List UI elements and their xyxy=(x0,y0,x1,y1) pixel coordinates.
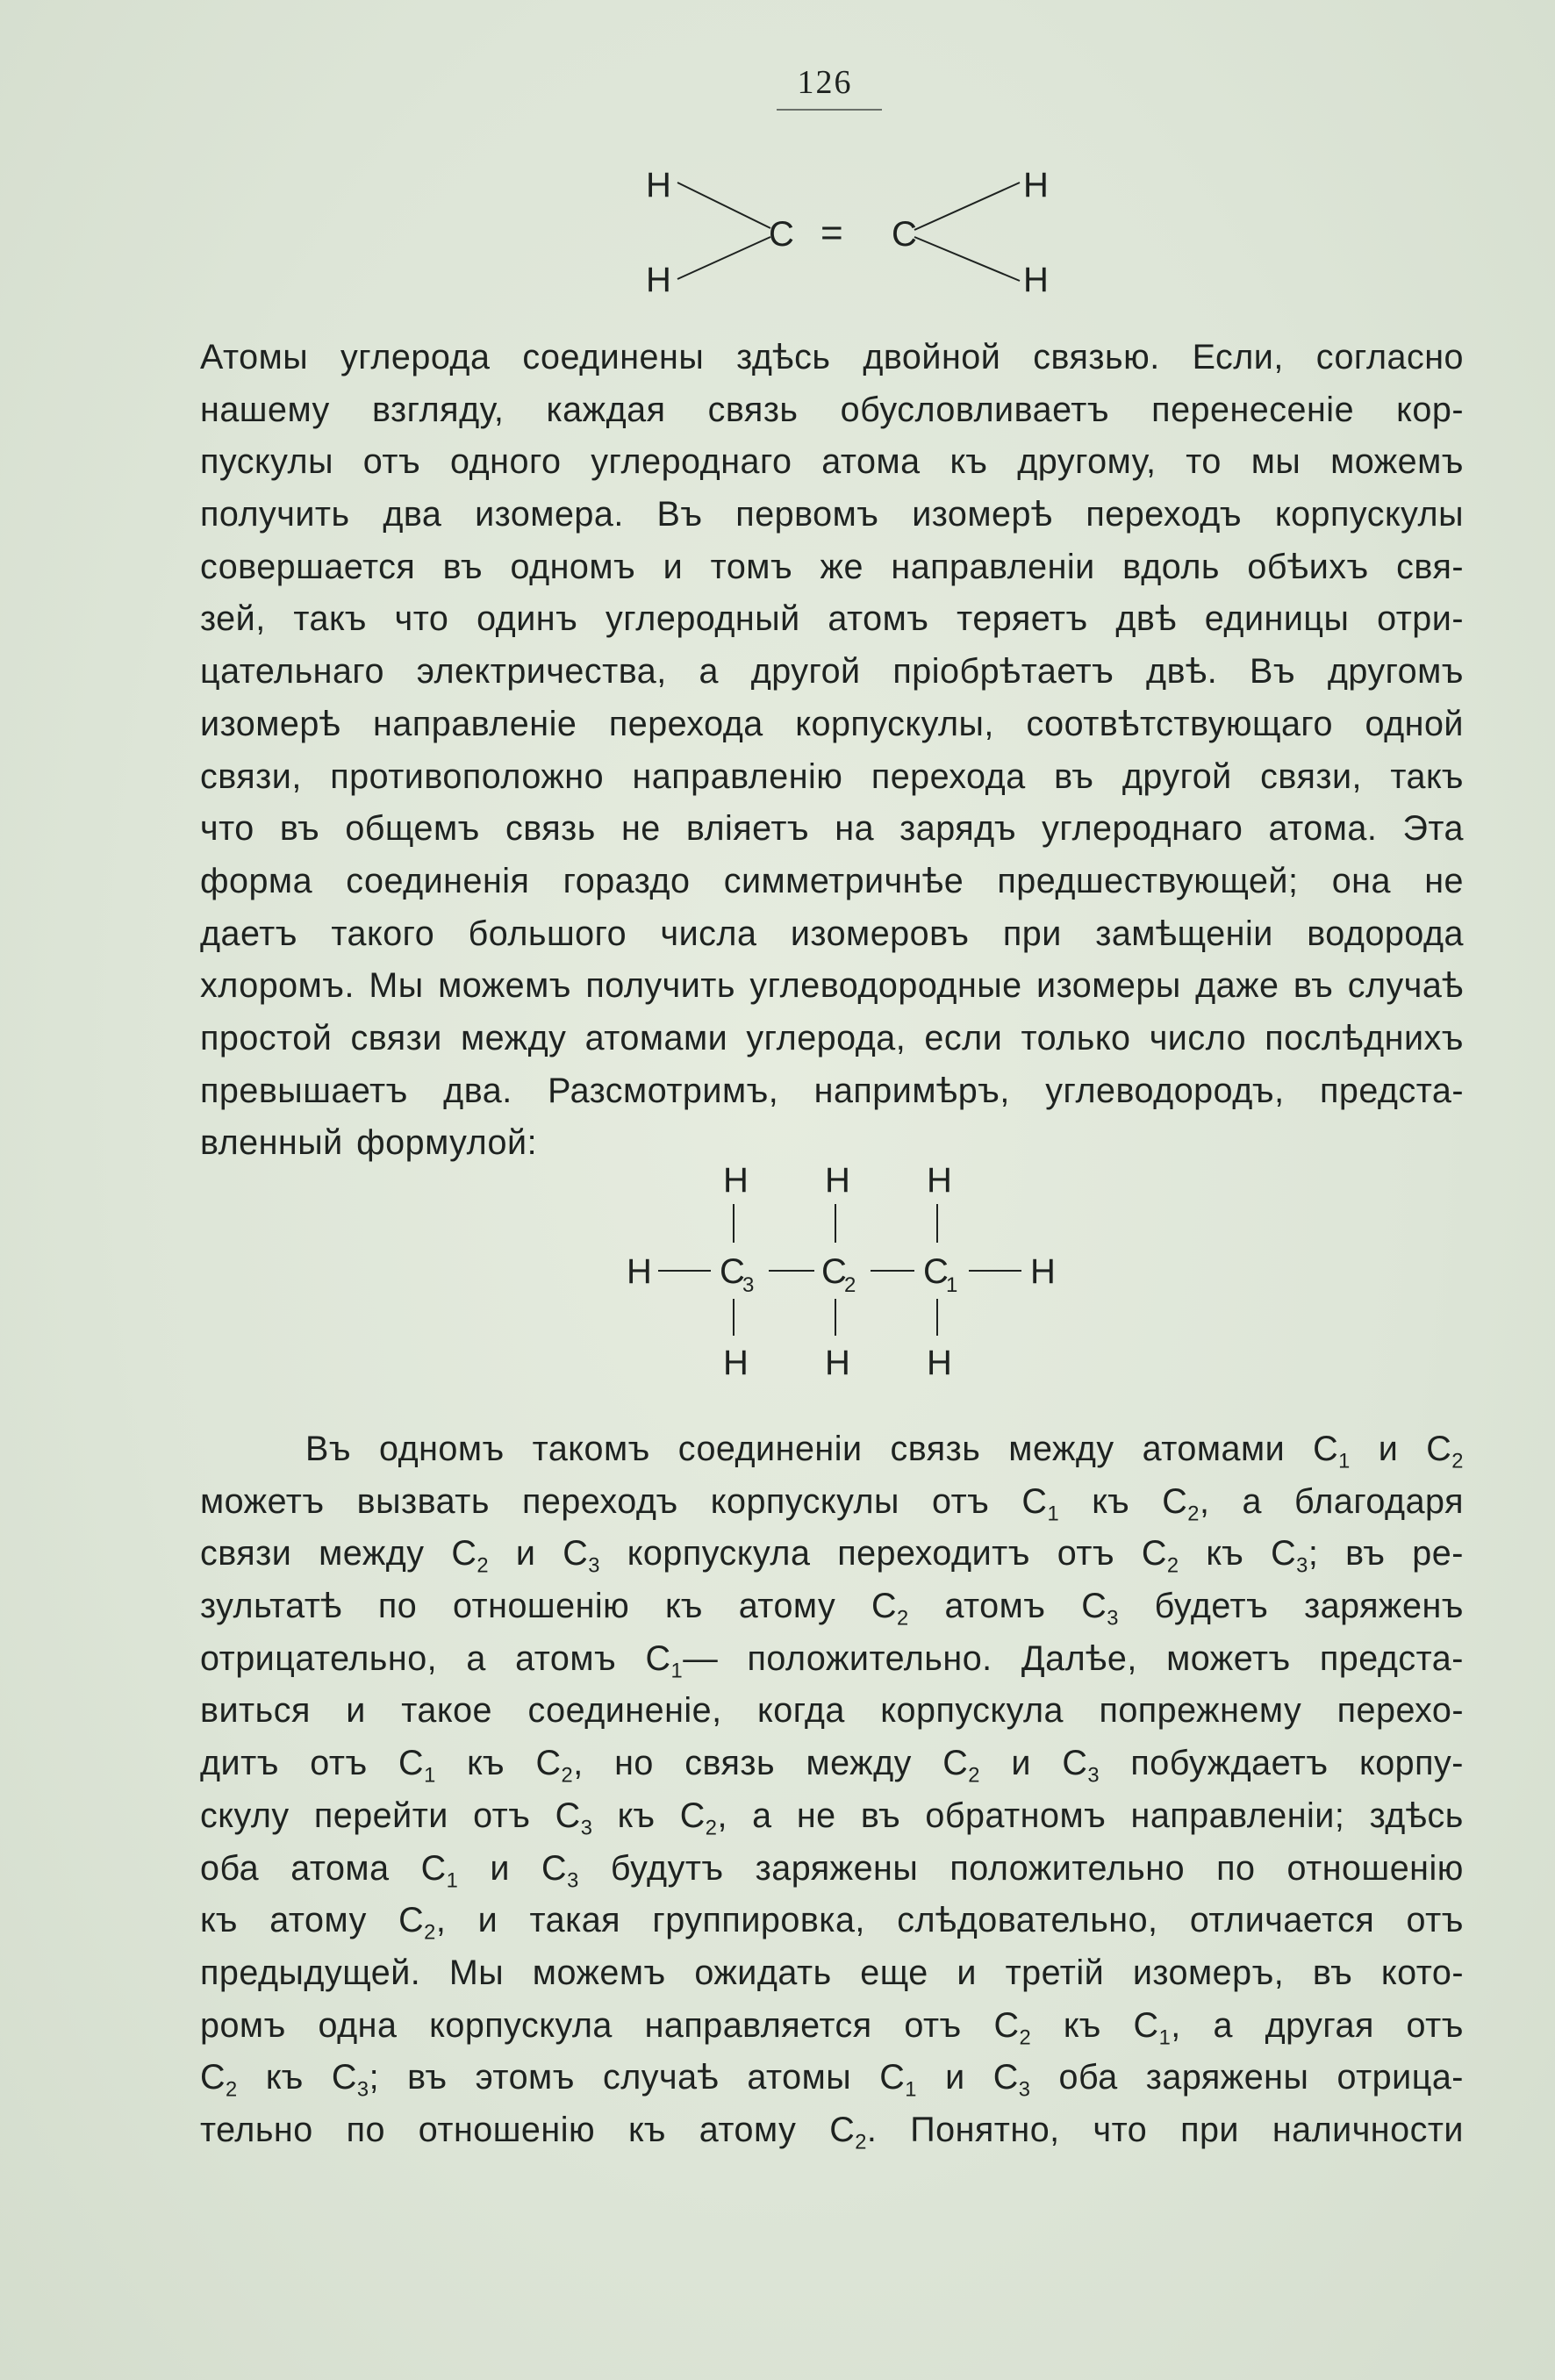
word: къ xyxy=(265,2058,304,2097)
word: связь xyxy=(890,1430,981,1468)
word: одномъ xyxy=(378,1430,505,1468)
word: скулу xyxy=(200,1796,290,1835)
subscript: 2 xyxy=(226,2078,238,2102)
word: такомъ xyxy=(532,1430,650,1468)
word: заряжены xyxy=(755,1848,919,1888)
word: но xyxy=(614,1744,654,1783)
subscript: 3 xyxy=(567,1868,579,1892)
word: корпу- xyxy=(1358,1744,1464,1783)
word: $C_3$; xyxy=(1271,1534,1319,1578)
word: зультатѣ xyxy=(200,1587,343,1626)
atom-h: H xyxy=(646,166,671,204)
word: и xyxy=(490,1848,510,1888)
word: еще xyxy=(860,1953,928,1992)
atom-h: H xyxy=(927,1161,952,1200)
word: $C_1$ xyxy=(420,1848,459,1892)
atom-h: H xyxy=(825,1344,850,1382)
word: въ xyxy=(1345,1534,1386,1574)
word: въ xyxy=(1312,1953,1353,1992)
word: корпускула xyxy=(429,2005,613,2045)
word: корпускулы xyxy=(710,1481,899,1521)
word: когда xyxy=(757,1691,845,1731)
text-line: даетъ такого большого числа изомеровъ при замѣщеніи водорода xyxy=(200,914,1464,953)
word: виться xyxy=(200,1691,311,1731)
subscript: 2 xyxy=(705,1817,718,1840)
word: атомъ xyxy=(944,1587,1046,1626)
word: дитъ xyxy=(200,1744,279,1783)
word: будутъ xyxy=(610,1848,724,1888)
word: $C_2$ xyxy=(200,2058,238,2102)
word: положительно xyxy=(949,1848,1186,1888)
text-line: вленный формулой: xyxy=(200,1123,538,1163)
word: оба xyxy=(1058,2058,1118,2097)
word: Въ xyxy=(305,1430,352,1468)
word: направляется xyxy=(644,2005,872,2045)
word: предыдущей. xyxy=(200,1953,421,1992)
text-line: простой связи между атомами углерода, если только число послѣднихъ xyxy=(200,1018,1464,1057)
word: $C_3$ xyxy=(1062,1744,1100,1788)
word: $C_1$ xyxy=(1313,1430,1351,1473)
word: отъ xyxy=(1406,2005,1464,2045)
subscript: 3 xyxy=(356,2078,369,2102)
word: случаѣ xyxy=(602,2058,720,2097)
word: ре- xyxy=(1412,1534,1464,1574)
atom-h: H xyxy=(723,1161,749,1200)
word: и xyxy=(346,1691,366,1731)
word: положительно. xyxy=(747,1638,992,1678)
word: отъ xyxy=(1406,1901,1464,1940)
word: $C_3$ xyxy=(563,1534,600,1578)
word: къ xyxy=(1092,1481,1130,1521)
subscript: 1 xyxy=(905,2078,917,2102)
bond-line xyxy=(677,237,770,279)
subscript-2: 2 xyxy=(844,1273,856,1297)
subscript: 1 xyxy=(1158,2025,1172,2049)
word: изомеръ, xyxy=(1132,1953,1285,1992)
word: $C_2$ xyxy=(993,2005,1032,2049)
word: и xyxy=(945,2058,965,2097)
word: корпускула xyxy=(880,1691,1064,1731)
subscript: 1 xyxy=(424,1764,436,1788)
paragraph-1 xyxy=(200,332,1464,1170)
word: $C_3$ xyxy=(541,1848,579,1892)
word: къ xyxy=(467,1744,505,1783)
text-line xyxy=(200,1947,1464,2000)
word: $C_1$ xyxy=(398,1744,436,1788)
subscript: 3 xyxy=(1296,1554,1308,1578)
subscript: 1 xyxy=(670,1660,684,1683)
word: между xyxy=(319,1534,425,1574)
atom-h: H xyxy=(646,261,671,299)
word: и xyxy=(477,1901,498,1940)
word: $C_2$ xyxy=(942,1744,980,1788)
word: $C_1—$ xyxy=(645,1638,719,1683)
word: тельно xyxy=(200,2110,313,2149)
text-line: форма соединенія гораздо симметричнѣе предшествующей; она не xyxy=(200,861,1464,900)
word: $C_2$, xyxy=(1162,1481,1210,1525)
propane-formula xyxy=(614,1155,1088,1392)
word: перейти xyxy=(313,1796,448,1835)
word: переходитъ xyxy=(837,1534,1030,1574)
paragraph-2 xyxy=(200,1423,1464,2157)
word: слѣдовательно, xyxy=(897,1901,1158,1940)
atom-c: C xyxy=(892,215,917,254)
word: одна xyxy=(318,2005,398,2045)
word: отрицательно, xyxy=(200,1638,438,1678)
atom-h: H xyxy=(825,1161,850,1200)
word: атомъ xyxy=(515,1638,617,1678)
subscript: 2 xyxy=(897,1607,909,1631)
word: а xyxy=(466,1638,486,1678)
word: будетъ xyxy=(1154,1587,1269,1626)
word: и xyxy=(1378,1430,1399,1468)
word: оба xyxy=(200,1848,260,1888)
atom-h: H xyxy=(1023,261,1049,299)
word: атому xyxy=(269,1901,367,1940)
word: къ xyxy=(627,2110,666,2149)
atom-c3: C xyxy=(720,1252,745,1291)
atom-c2: C xyxy=(821,1252,847,1291)
text-line: зей, такъ что одинъ углеродный атомъ теряетъ двѣ единицы отри- xyxy=(200,599,1464,639)
word: заряжены xyxy=(1145,2058,1309,2097)
word: отрица- xyxy=(1336,2058,1464,2097)
bond-line xyxy=(914,237,1020,281)
word: $C_2$ xyxy=(1141,1534,1179,1578)
word: атомы xyxy=(747,2058,852,2097)
word: а xyxy=(1242,1481,1262,1521)
text-line: изомерѣ направленіе перехода корпускулы, соотвѣтствующаго одной xyxy=(200,704,1464,743)
text-line xyxy=(200,1685,1464,1738)
subscript: 2 xyxy=(1166,1554,1179,1578)
word: къ xyxy=(1063,2005,1101,2045)
text-line xyxy=(200,2052,1464,2104)
word: $C_3$ xyxy=(992,2058,1031,2102)
word: заряженъ xyxy=(1304,1587,1464,1626)
word: Далѣе, xyxy=(1021,1638,1137,1678)
word: и xyxy=(957,1953,977,1992)
word: соединеніе, xyxy=(527,1691,722,1731)
word: а xyxy=(1213,2005,1233,2045)
subscript-1: 1 xyxy=(946,1273,958,1297)
subscript-3: 3 xyxy=(742,1273,755,1297)
word: въ xyxy=(860,1796,901,1835)
text-line: цательнаго электричества, а другой пріобрѣтаетъ двѣ. Въ другомъ xyxy=(200,652,1464,692)
word: не xyxy=(796,1796,836,1835)
word: связь xyxy=(684,1744,776,1783)
word: группировка, xyxy=(652,1901,865,1940)
word: попрежнему xyxy=(1099,1691,1302,1731)
subscript: 2 xyxy=(1019,2025,1032,2049)
page-number: 126 xyxy=(797,64,853,101)
word: при xyxy=(1180,2110,1239,2149)
subscript: 1 xyxy=(1338,1450,1351,1473)
word: отъ xyxy=(931,1481,990,1521)
text-line xyxy=(200,1423,1464,1476)
word: атому xyxy=(738,1587,836,1626)
word: отъ xyxy=(310,1744,368,1783)
word: можетъ xyxy=(200,1481,325,1521)
text-line: хлоромъ. Мы можемъ получить углеводородные изомеры даже въ случаѣ xyxy=(200,966,1464,1006)
text-line: связи, противоположно направленію перехода въ другой связи, такъ xyxy=(200,756,1464,796)
atom-h: H xyxy=(627,1252,652,1291)
word: отношенію xyxy=(452,1587,630,1626)
word: переходъ xyxy=(521,1481,678,1521)
text-line xyxy=(200,1476,1464,1529)
text-line: превышаетъ два. Разсмотримъ, напримѣръ, углеводородъ, предста- xyxy=(200,1071,1464,1110)
word: по xyxy=(377,1587,418,1626)
word: $C_2$, xyxy=(535,1744,584,1788)
subscript: 2 xyxy=(968,1764,980,1788)
word: $C_1$ xyxy=(879,2058,917,2102)
double-bond: = xyxy=(820,211,843,254)
text-line xyxy=(200,1528,1464,1581)
text-line: получить два изомера. Въ первомъ изомерѣ переходъ корпускулы xyxy=(200,495,1464,534)
word: $C_2$ xyxy=(871,1587,909,1631)
atom-c1: C xyxy=(923,1252,949,1291)
word: $C_2$, xyxy=(679,1796,727,1840)
word: Мы xyxy=(448,1953,505,1992)
subscript: 2 xyxy=(855,2131,867,2154)
word: вызвать xyxy=(356,1481,490,1521)
text-line xyxy=(200,2000,1464,2053)
word: по xyxy=(346,2110,385,2149)
text-line xyxy=(200,1581,1464,1633)
text-line xyxy=(200,1790,1464,1843)
word: и xyxy=(1011,1744,1031,1783)
word: и xyxy=(515,1534,536,1574)
word: $C_2$ xyxy=(451,1534,490,1578)
word: $C_2$, xyxy=(398,1901,447,1945)
text-line: нашему взгляду, каждая связь обусловливаетъ перенесеніе кор- xyxy=(200,390,1464,429)
word: къ xyxy=(665,1587,703,1626)
atom-h: H xyxy=(723,1344,749,1382)
text-line xyxy=(200,1843,1464,1896)
word: что xyxy=(1093,2110,1148,2149)
text-line: пускулы отъ одного углероднаго атома къ другому, то мы можемъ xyxy=(200,442,1464,482)
word: связи xyxy=(200,1534,292,1574)
word: $C_2$. xyxy=(829,2110,878,2154)
ethylene-structure xyxy=(632,158,1071,307)
word: между xyxy=(806,1744,912,1783)
text-line xyxy=(200,1738,1464,1790)
word: можетъ xyxy=(1166,1638,1291,1678)
subscript: 1 xyxy=(446,1868,459,1892)
word: соединеніи xyxy=(677,1430,863,1468)
word: между xyxy=(1008,1430,1114,1468)
word: атомами xyxy=(1142,1430,1286,1468)
text-line: совершается въ одномъ и томъ же направленіи вдоль обѣихъ свя- xyxy=(200,547,1464,586)
bond-line xyxy=(677,183,770,228)
subscript: 2 xyxy=(424,1921,436,1945)
word: такая xyxy=(529,1901,621,1940)
subscript: 3 xyxy=(580,1817,593,1840)
word: а xyxy=(752,1796,772,1835)
word: можемъ xyxy=(532,1953,666,1992)
word: направленіи; xyxy=(1130,1796,1345,1835)
text-line xyxy=(200,1633,1464,1686)
word: къ xyxy=(200,1901,238,1940)
atom-c: C xyxy=(769,215,794,254)
subscript: 3 xyxy=(1087,1764,1100,1788)
word: предста- xyxy=(1319,1638,1464,1678)
text-line: что въ общемъ связь не вліяетъ на зарядъ углероднаго атома. Эта xyxy=(200,809,1464,849)
word: отъ xyxy=(904,2005,962,2045)
text-line xyxy=(200,1895,1464,1947)
word: корпускула xyxy=(627,1534,811,1574)
word: отношенію xyxy=(418,2110,596,2149)
word: перехо- xyxy=(1336,1691,1464,1731)
subscript: 2 xyxy=(477,1554,490,1578)
word: отъ xyxy=(1057,1534,1115,1574)
word: обратномъ xyxy=(925,1796,1107,1835)
word: такое xyxy=(401,1691,493,1731)
page-number-rule xyxy=(777,109,882,111)
word: благодаря xyxy=(1294,1481,1464,1521)
atom-h: H xyxy=(1030,1252,1056,1291)
word: третій xyxy=(1005,1953,1105,1992)
word: атому xyxy=(699,2110,797,2149)
subscript: 3 xyxy=(588,1554,600,1578)
word: отличается xyxy=(1189,1901,1375,1940)
subscript: 2 xyxy=(561,1764,574,1788)
subscript: 3 xyxy=(1107,1607,1119,1631)
text-line: Атомы углерода соединены здѣсь двойной связью. Если, согласно xyxy=(200,338,1464,376)
word: здѣсь xyxy=(1369,1796,1464,1835)
word: $C_3$ xyxy=(1081,1587,1119,1631)
subscript: 2 xyxy=(1187,1502,1200,1525)
word: наличности xyxy=(1272,2110,1464,2149)
word: побуждаетъ xyxy=(1130,1744,1329,1783)
subscript: 1 xyxy=(1047,1502,1060,1525)
word: $C_2$ xyxy=(1426,1430,1464,1473)
word: $C_3$ xyxy=(555,1796,593,1840)
subscript: 2 xyxy=(1451,1450,1464,1473)
word: Понятно, xyxy=(910,2110,1060,2149)
word: по xyxy=(1216,1848,1256,1888)
atom-h: H xyxy=(927,1344,952,1382)
text-line xyxy=(200,2104,1464,2157)
word: $C_1$ xyxy=(1021,1481,1060,1525)
word: другая xyxy=(1265,2005,1374,2045)
word: въ xyxy=(407,2058,448,2097)
bond-line xyxy=(914,183,1020,230)
atom-h: H xyxy=(1023,166,1049,204)
subscript: 3 xyxy=(1018,2078,1031,2102)
word: къ xyxy=(1206,1534,1244,1574)
word: кото- xyxy=(1380,1953,1464,1992)
word: ожидать xyxy=(694,1953,832,1992)
word: отъ xyxy=(473,1796,531,1835)
propane-structure xyxy=(614,1155,1088,1392)
word: къ xyxy=(617,1796,656,1835)
word: $C_3$; xyxy=(331,2058,380,2102)
word: этомъ xyxy=(475,2058,575,2097)
ethylene-formula xyxy=(632,158,1071,307)
word: отношенію xyxy=(1286,1848,1464,1888)
word: ромъ xyxy=(200,2005,286,2045)
word: $C_1$, xyxy=(1133,2005,1181,2049)
word: атома xyxy=(290,1848,390,1888)
